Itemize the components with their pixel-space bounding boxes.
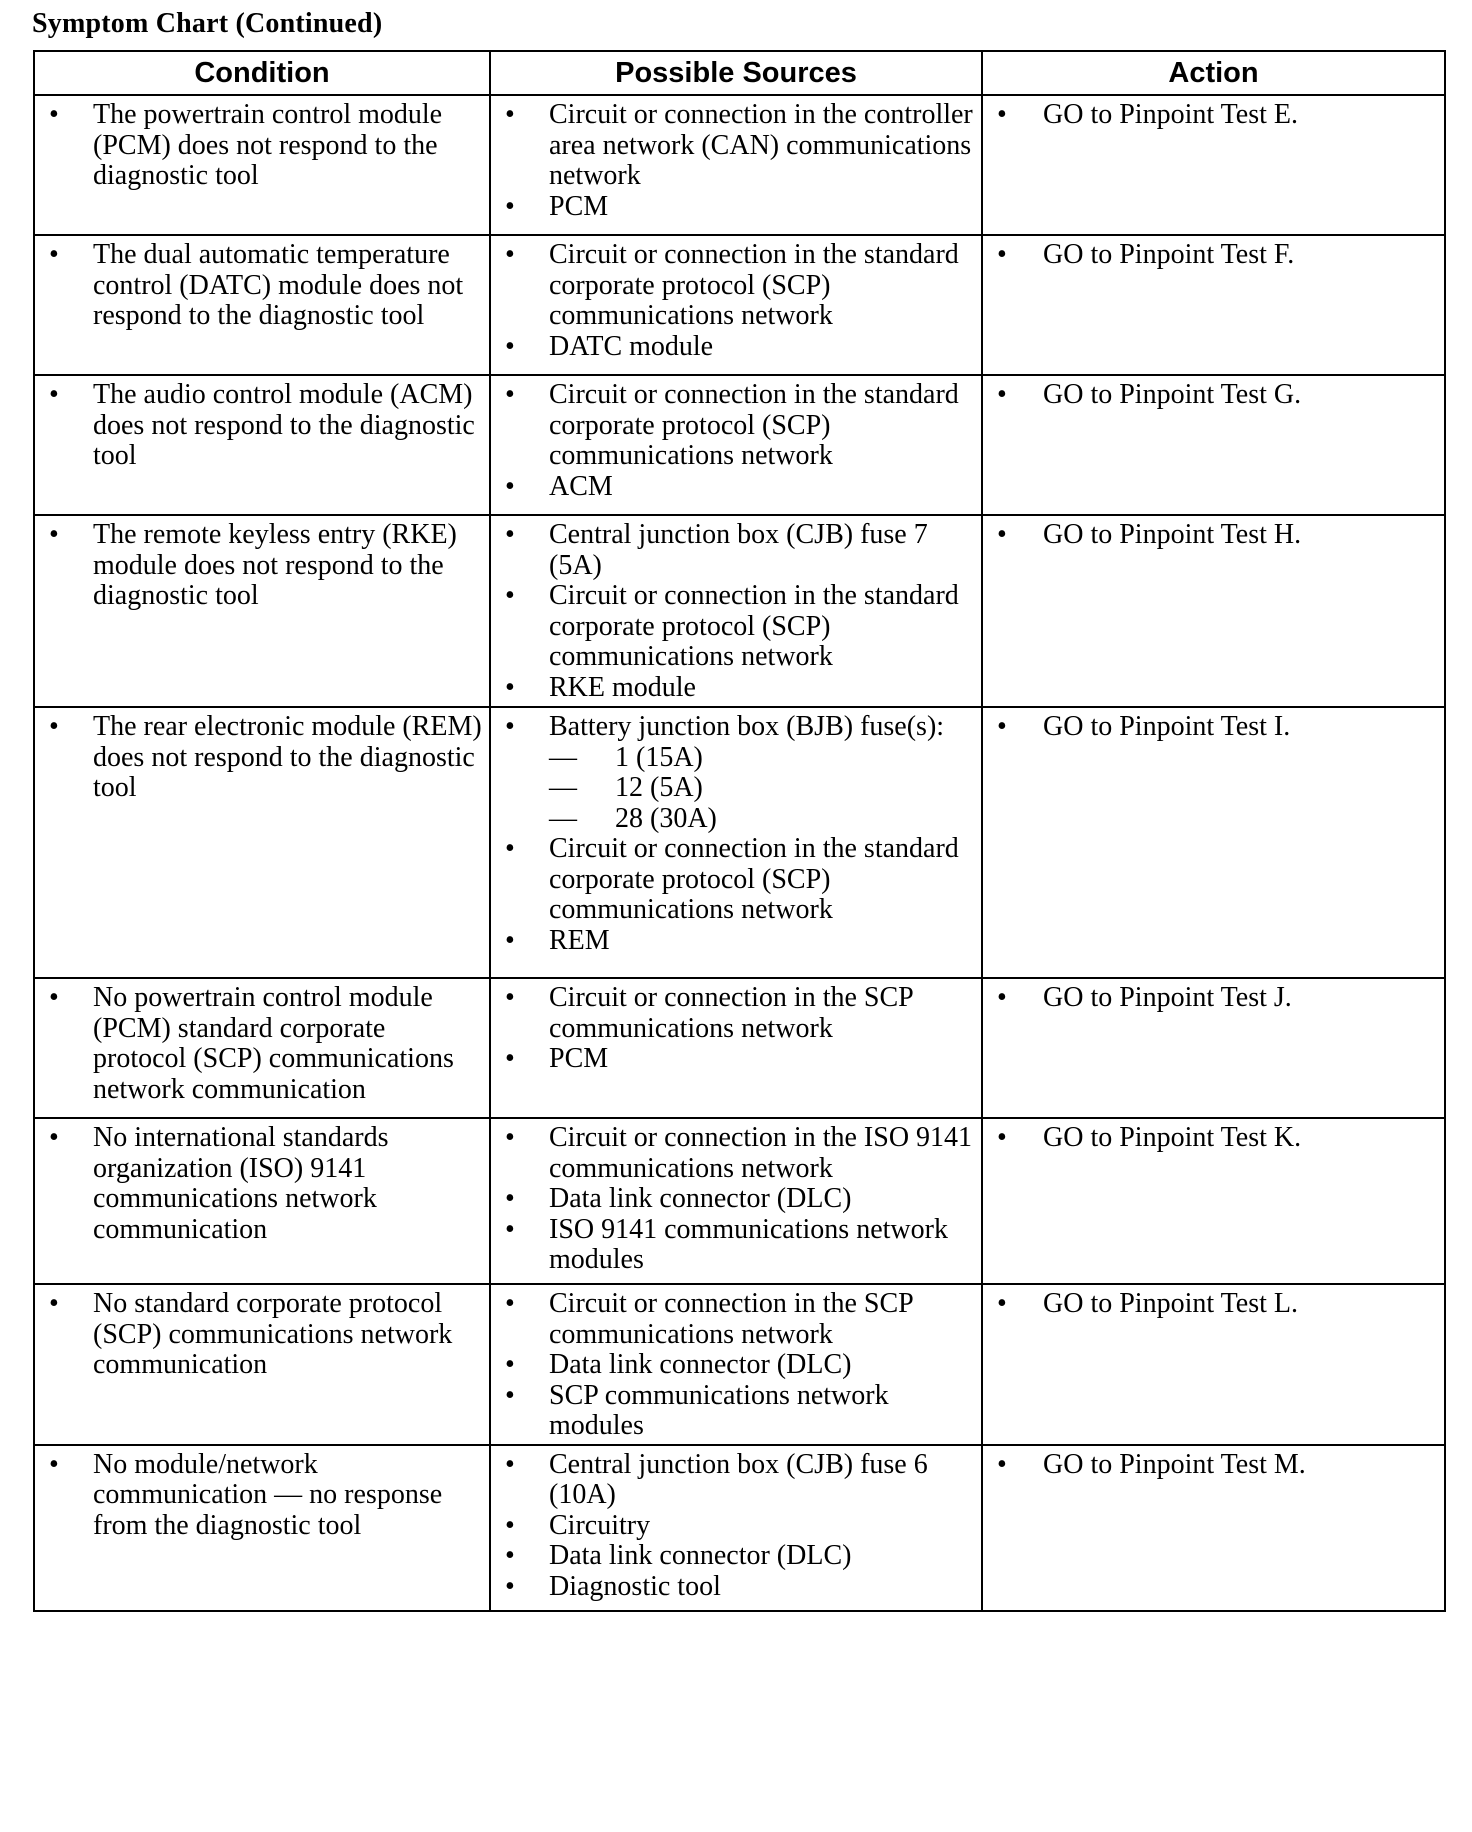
condition-cell (34, 1118, 490, 1284)
possible-sources-cell (490, 1118, 982, 1284)
action-cell (982, 978, 1445, 1118)
source-item-text: REM (549, 924, 610, 956)
source-item-text: DATC module (549, 330, 714, 362)
source-item-text: ACM (549, 470, 613, 502)
condition-list (41, 1123, 483, 1245)
condition-text: • No module/network communication — no response from the diagnostic tool (41, 1450, 483, 1542)
sources-list (497, 1123, 975, 1276)
action-list (989, 1123, 1438, 1154)
source-item (497, 332, 975, 363)
condition-cell (34, 978, 490, 1118)
symptom-chart-table (33, 50, 1446, 1612)
possible-sources-cell (490, 95, 982, 235)
condition-text: • The powertrain control module (PCM) does not respond to the diagnostic tool (41, 100, 483, 192)
table-row (34, 1284, 1445, 1445)
condition-column-header: Condition (34, 51, 490, 95)
condition-text: • The dual automatic temperature control (DATC) module does not respond to the diagnostic tool (41, 240, 483, 332)
condition-list (41, 1450, 483, 1542)
action-column-header: Action (982, 51, 1445, 95)
source-item (497, 100, 975, 192)
source-item-text: Central junction box (CJB) fuse 6 (10A) (549, 1448, 928, 1510)
possible-sources-column-header: Possible Sources (490, 51, 982, 95)
condition-text: • The rear electronic module (REM) does not respond to the diagnostic tool (41, 712, 483, 804)
source-item-text: Circuit or connection in the standard corporate protocol (SCP) communications network (549, 833, 959, 925)
table-row (34, 375, 1445, 515)
pinpoint-test-action: • GO to Pinpoint Test H. (989, 520, 1438, 551)
action-cell (982, 515, 1445, 707)
source-item (497, 712, 975, 834)
action-cell (982, 1118, 1445, 1284)
source-item-text: SCP communications network modules (549, 1379, 889, 1441)
source-item-text: Data link connector (DLC) (549, 1540, 852, 1571)
source-item (497, 1350, 975, 1381)
condition-cell (34, 1284, 490, 1445)
condition-cell (34, 375, 490, 515)
source-item (497, 1184, 975, 1215)
condition-text: • No international standards organization (ISO) 9141 communications network communication (41, 1123, 483, 1245)
action-cell (982, 95, 1445, 235)
action-list (989, 712, 1438, 743)
condition-cell (34, 707, 490, 978)
sources-list (497, 380, 975, 502)
possible-sources-cell (490, 235, 982, 375)
sources-list (497, 100, 975, 222)
condition-text: • The remote keyless entry (RKE) module does not respond to the diagnostic tool (41, 520, 483, 612)
condition-cell (34, 1445, 490, 1611)
source-item (497, 673, 975, 704)
condition-text: • The audio control module (ACM) does not respond to the diagnostic tool (41, 380, 483, 472)
condition-list (41, 712, 483, 804)
pinpoint-test-action: • GO to Pinpoint Test F. (989, 240, 1438, 271)
table-row (34, 1118, 1445, 1284)
pinpoint-test-action: • GO to Pinpoint Test K. (989, 1123, 1438, 1154)
condition-list (41, 240, 483, 332)
action-list (989, 1450, 1438, 1481)
table-row (34, 1445, 1445, 1611)
sources-list (497, 1450, 975, 1603)
page-title: Symptom Chart (Continued) (32, 8, 383, 39)
action-cell (982, 1445, 1445, 1611)
action-list (989, 1289, 1438, 1320)
table-row (34, 978, 1445, 1118)
condition-list (41, 983, 483, 1105)
table-row (34, 95, 1445, 235)
condition-list (41, 380, 483, 472)
possible-sources-cell (490, 1284, 982, 1445)
source-item (497, 1572, 975, 1603)
action-list (989, 380, 1438, 411)
source-item-text: Circuit or connection in the SCP communications network (549, 1288, 913, 1350)
source-item-text: Data link connector (DLC) (549, 1349, 852, 1380)
source-item-text: Data link connector (DLC) (549, 1183, 852, 1214)
fuse-sublist (549, 743, 975, 835)
condition-cell (34, 95, 490, 235)
source-item-text: PCM (549, 190, 609, 222)
sources-list (497, 983, 975, 1075)
source-item (497, 1381, 975, 1442)
source-item-text: Circuit or connection in the ISO 9141 communications network (549, 1122, 973, 1184)
condition-list (41, 1289, 483, 1381)
source-item-text: Diagnostic tool (549, 1570, 721, 1602)
sources-list (497, 520, 975, 703)
source-item (497, 1044, 975, 1075)
pinpoint-test-action: • GO to Pinpoint Test J. (989, 983, 1438, 1014)
table-row (34, 235, 1445, 375)
source-item (497, 240, 975, 332)
source-item (497, 1450, 975, 1511)
possible-sources-cell (490, 707, 982, 978)
possible-sources-cell (490, 1445, 982, 1611)
condition-text: • No powertrain control module (PCM) standard corporate protocol (SCP) communications network communication (41, 983, 483, 1105)
action-list (989, 100, 1438, 131)
table-row (34, 515, 1445, 707)
source-item (497, 472, 975, 503)
source-item (497, 983, 975, 1044)
sources-list (497, 240, 975, 362)
condition-cell (34, 515, 490, 707)
action-list (989, 983, 1438, 1014)
action-cell (982, 235, 1445, 375)
source-item (497, 1289, 975, 1350)
source-item-text: ISO 9141 communications network modules (549, 1213, 948, 1275)
source-item-text: Battery junction box (BJB) fuse(s): (549, 711, 945, 742)
condition-list (41, 100, 483, 192)
source-item (497, 1123, 975, 1184)
possible-sources-cell (490, 375, 982, 515)
pinpoint-test-action: • GO to Pinpoint Test G. (989, 380, 1438, 411)
source-item-text: Circuit or connection in the standard corporate protocol (SCP) communications network (549, 239, 959, 331)
source-item-text: Circuitry (549, 1509, 651, 1541)
possible-sources-cell (490, 515, 982, 707)
pinpoint-test-action: • GO to Pinpoint Test I. (989, 712, 1438, 743)
action-list (989, 520, 1438, 551)
source-item (497, 380, 975, 472)
source-item-text: Circuit or connection in the SCP communications network (549, 982, 913, 1044)
source-item-text: Circuit or connection in the controller area network (CAN) communications network (549, 99, 973, 191)
source-item-text: Central junction box (CJB) fuse 7 (5A) (549, 519, 928, 581)
source-item (497, 834, 975, 926)
fuse-subitem: — 28 (30A) (549, 804, 975, 835)
source-item (497, 926, 975, 957)
source-item (497, 581, 975, 673)
condition-text: • No standard corporate protocol (SCP) communications network communication (41, 1289, 483, 1381)
source-item (497, 1541, 975, 1572)
action-list (989, 240, 1438, 271)
source-item (497, 192, 975, 223)
pinpoint-test-action: • GO to Pinpoint Test M. (989, 1450, 1438, 1481)
source-item (497, 1215, 975, 1276)
pinpoint-test-action: • GO to Pinpoint Test L. (989, 1289, 1438, 1320)
action-cell (982, 375, 1445, 515)
pinpoint-test-action: • GO to Pinpoint Test E. (989, 100, 1438, 131)
fuse-subitem: — 12 (5A) (549, 773, 975, 804)
source-item-text: Circuit or connection in the standard corporate protocol (SCP) communications network (549, 580, 959, 672)
condition-list (41, 520, 483, 612)
sources-list (497, 1289, 975, 1442)
condition-cell (34, 235, 490, 375)
table-header-row (34, 51, 1445, 95)
source-item (497, 520, 975, 581)
possible-sources-cell (490, 978, 982, 1118)
source-item-text: Circuit or connection in the standard corporate protocol (SCP) communications network (549, 379, 959, 471)
action-cell (982, 707, 1445, 978)
source-item-text: RKE module (549, 671, 696, 703)
fuse-subitem: — 1 (15A) (549, 743, 975, 774)
sources-list (497, 712, 975, 956)
source-item-text: PCM (549, 1043, 609, 1074)
source-item (497, 1511, 975, 1542)
symptom-rows (34, 95, 1445, 1611)
table-row (34, 707, 1445, 978)
action-cell (982, 1284, 1445, 1445)
